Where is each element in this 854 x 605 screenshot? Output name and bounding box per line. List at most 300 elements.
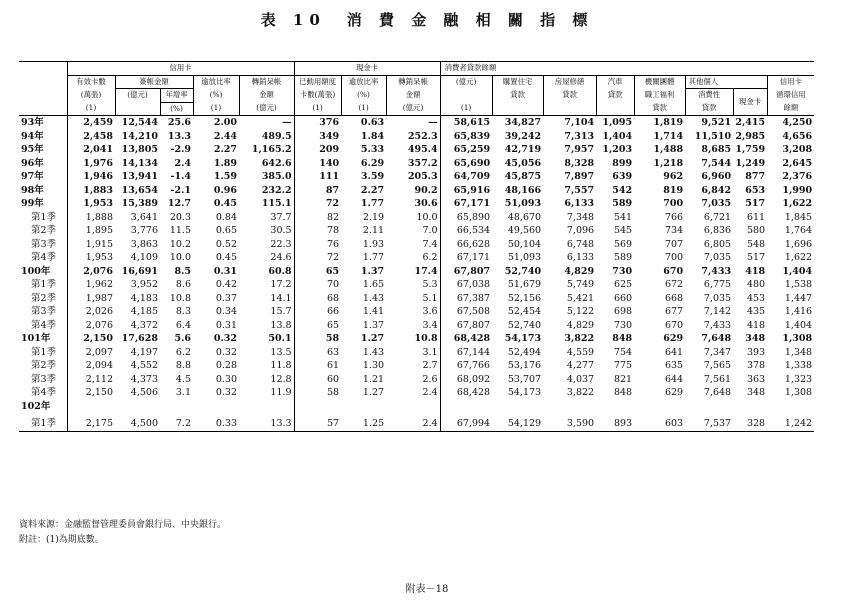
cell-c5: 642.6 (261, 157, 292, 169)
row-label: 第3季 (31, 373, 57, 385)
cell-c5: 60.8 (268, 265, 292, 277)
cell-c16: 1,696 (784, 238, 813, 250)
cell-c2: 4,500 (115, 417, 160, 431)
cell-c3: -2.1 (170, 184, 191, 196)
cell-c16: 1,622 (784, 252, 813, 263)
cell-c2 (115, 400, 160, 414)
row-label: 93年 (19, 116, 67, 130)
cell-c4: 0.31 (213, 265, 237, 277)
cell-c9: 67,807 (440, 265, 492, 279)
cell-c16: 1,538 (784, 279, 813, 290)
header-c13: 機關團體 (634, 75, 685, 89)
row-label: 101年 (21, 333, 51, 344)
row-label: 第4季 (31, 319, 57, 331)
cell-c12: 893 (596, 417, 634, 431)
cell-c8: 3.6 (422, 306, 438, 317)
cell-c3: 2.4 (174, 157, 191, 169)
cell-c3: 10.2 (169, 238, 191, 250)
cell-c5: 232.2 (261, 184, 292, 196)
header-c8-unit: (億元) (386, 102, 440, 116)
cell-c16: 3,208 (782, 144, 813, 155)
cell-c15: 1,249 (735, 157, 766, 169)
header-c10: 購置住宅 (492, 75, 543, 89)
cell-c9: 67,038 (440, 278, 492, 292)
cell-c7: 1.37 (362, 319, 385, 331)
cell-c15: 348 (745, 333, 766, 344)
cell-c8: 205.3 (407, 171, 438, 182)
cell-c13: 1,488 (653, 144, 684, 155)
header-c15: 現金卡 (733, 89, 767, 116)
cell-c11: 7,557 (564, 184, 595, 196)
cell-c3: 10.0 (169, 252, 191, 263)
cell-c15: 653 (745, 184, 766, 196)
cell-c15: 348 (746, 387, 766, 398)
cell-c11: 3,822 (566, 387, 595, 398)
cell-c5: 11.9 (270, 387, 292, 398)
cell-c7: 3.59 (360, 171, 385, 182)
cell-c2: 4,506 (130, 387, 158, 398)
cell-c12: 730 (613, 319, 633, 331)
cell-c1: 1,946 (67, 170, 115, 184)
cell-c1: 1,915 (67, 238, 115, 252)
cell-c2: 4,183 (130, 292, 158, 304)
cell-c14: 11,510 (694, 130, 732, 142)
cell-c4: 0.32 (215, 387, 237, 398)
cell-c7: 2.27 (360, 184, 385, 196)
table-row (19, 278, 814, 292)
cell-c16: 1,404 (782, 265, 813, 277)
header-c16-c: 餘額 (767, 102, 814, 116)
cell-c8: 5.1 (422, 292, 438, 304)
header-c6-b: 卡數(萬張) (294, 89, 341, 103)
table-row (19, 197, 814, 211)
cell-c5: — (239, 116, 294, 130)
cell-c9: 58,615 (440, 116, 492, 130)
cell-c9 (440, 400, 492, 414)
table-row (19, 305, 814, 319)
cell-c16: 1,447 (784, 292, 813, 304)
cell-c2: 4,373 (130, 373, 158, 385)
table-row (19, 292, 814, 306)
row-label: 第4季 (31, 387, 57, 398)
cell-c16: 4,250 (767, 116, 814, 130)
cell-c8: 10.8 (414, 333, 438, 344)
group-cash-card: 現金卡 (294, 62, 440, 76)
cell-c1: 1,953 (67, 251, 115, 265)
cell-c14: 7,537 (685, 417, 733, 431)
cell-c3 (160, 400, 193, 414)
cell-c8: 2.4 (422, 387, 438, 398)
cell-c12: 625 (613, 279, 633, 290)
cell-c8: 6.2 (422, 252, 438, 263)
cell-c8: 30.6 (414, 198, 438, 209)
cell-c15: 480 (746, 279, 766, 290)
cell-c15: 2,985 (735, 130, 766, 142)
cell-c13: 1,714 (653, 130, 684, 142)
cell-c12: 730 (612, 265, 633, 277)
cell-c10: 51,679 (507, 279, 542, 290)
cell-c11: 3,590 (543, 417, 596, 431)
cell-c1: 2,094 (67, 359, 115, 373)
cell-c5: 13.8 (270, 319, 292, 331)
cell-c11: 6,133 (564, 198, 595, 209)
cell-c12: 541 (613, 211, 633, 223)
cell-c3: 8.6 (175, 279, 191, 290)
header-c14-b: 消費性 (685, 89, 733, 103)
header-c3-growth: 年增率 (160, 89, 193, 103)
cell-c13: 672 (664, 279, 684, 290)
header-c6-note: (1) (294, 102, 341, 116)
cell-c15 (733, 400, 767, 414)
cell-c11: 6,133 (566, 252, 595, 263)
cell-c16: 1,990 (782, 184, 813, 196)
cell-c8: 495.4 (407, 144, 438, 155)
cell-c3: -1.4 (170, 171, 191, 182)
cell-c10: 52,740 (507, 319, 542, 331)
cell-c4: 0.45 (213, 198, 237, 209)
cell-c7: 1.41 (362, 306, 385, 317)
cell-c6: 63 (294, 346, 341, 360)
cell-c8: 3.4 (422, 319, 438, 331)
cell-c14 (685, 400, 733, 414)
cell-c1: 2,026 (67, 305, 115, 319)
cell-c10: 45,875 (504, 171, 542, 182)
cell-c3: 25.6 (160, 116, 193, 130)
cell-c2: 3,863 (130, 238, 158, 250)
cell-c6: 140 (294, 157, 341, 171)
cell-c2: 4,552 (130, 360, 158, 371)
cell-c9: 67,144 (440, 346, 492, 360)
cell-c13: 629 (664, 387, 684, 398)
header-c5-b: 金額 (239, 89, 294, 103)
header-c4-unit: (%) (193, 89, 239, 103)
cell-c4: 0.33 (193, 417, 239, 431)
cell-c15: 517 (745, 198, 766, 209)
cell-c8: 252.3 (407, 130, 438, 142)
cell-c15: 453 (746, 292, 766, 304)
label-header-cell (19, 62, 67, 116)
header-c3-unit: (%) (160, 102, 193, 116)
cell-c14: 7,035 (701, 198, 732, 209)
header-c11-b: 貸款 (543, 89, 596, 103)
cell-c1: 2,076 (67, 265, 115, 279)
page-footer: 附表－18 (405, 584, 449, 595)
cell-c6: 58 (294, 386, 341, 400)
cell-c9: 68,092 (440, 373, 492, 387)
cell-c15: 393 (746, 346, 766, 358)
cell-c1: 2,112 (67, 373, 115, 387)
cell-c12: 848 (612, 333, 633, 344)
cell-c3: 6.4 (175, 319, 191, 331)
cell-c16: 1,323 (784, 373, 813, 385)
cell-c7: 1.84 (360, 130, 385, 142)
cell-c14: 6,775 (703, 279, 732, 290)
cell-c13: 644 (664, 373, 684, 385)
cell-c2: 4,109 (130, 252, 158, 263)
table-row (19, 251, 814, 265)
header-c5-unit: (億元) (239, 102, 294, 116)
cell-c5: 385.0 (261, 171, 292, 182)
cell-c10: 39,242 (504, 130, 542, 142)
cell-c9: 65,916 (440, 184, 492, 198)
cell-c6: 61 (294, 359, 341, 373)
cell-c11: 8,328 (564, 157, 595, 169)
cell-c15: 328 (733, 417, 767, 431)
cell-c10: 54,173 (504, 333, 542, 344)
cell-c9: 65,839 (440, 130, 492, 144)
row-label: 98年 (21, 184, 44, 196)
cell-c15: 1,759 (735, 144, 766, 155)
cell-c14: 7,648 (703, 387, 732, 398)
cell-c8: 7.0 (422, 225, 438, 236)
cell-c14: 7,035 (703, 252, 732, 263)
table-row (19, 238, 814, 252)
row-label: 第4季 (31, 252, 57, 263)
table-row (19, 184, 814, 198)
cell-c14: 7,561 (703, 373, 732, 385)
cell-c9: 67,171 (440, 251, 492, 265)
cell-c4: 2.00 (193, 116, 239, 130)
cell-c5: 37.7 (270, 211, 292, 223)
cell-c5: 17.2 (270, 279, 292, 290)
cell-c10: 52,740 (504, 265, 542, 277)
cell-c14: 7,035 (703, 292, 732, 304)
row-label: 第2季 (31, 225, 57, 236)
cell-c10: 53,176 (507, 360, 542, 371)
cell-c16: 1,308 (784, 387, 813, 398)
cell-c7: 1.65 (362, 279, 385, 290)
cell-c11: 5,749 (566, 279, 595, 290)
cell-c7: 1.77 (360, 198, 385, 209)
cell-c6: 349 (294, 130, 341, 144)
cell-c8: 357.2 (407, 157, 438, 169)
table-header (19, 62, 814, 116)
cell-c2: 4,372 (130, 319, 158, 331)
cell-c12: 589 (612, 198, 633, 209)
cell-c13: 819 (663, 184, 684, 196)
cell-c11: 3,822 (564, 333, 595, 344)
cell-c11: 7,897 (564, 171, 595, 182)
cell-c12: 848 (613, 387, 633, 398)
cell-c13: 700 (663, 198, 684, 209)
cell-c13: 734 (664, 225, 684, 236)
row-label: 99年 (21, 198, 44, 209)
cell-c12: 660 (613, 292, 633, 304)
cell-c6: 72 (294, 251, 341, 265)
header-c2: 簽帳金額 (115, 75, 193, 89)
cell-c13: 1,218 (653, 157, 684, 169)
cell-c4: 0.37 (215, 292, 237, 304)
cell-c10: 51,093 (504, 198, 542, 209)
cell-c8: 17.4 (414, 265, 438, 277)
cell-c15: 611 (746, 211, 766, 223)
header-c13-b: 職工福利 (634, 89, 685, 103)
table-row (19, 211, 814, 225)
cell-c4: 0.52 (215, 238, 237, 250)
header-c13-c: 貸款 (634, 102, 685, 116)
cell-c11: 7,104 (543, 116, 596, 130)
cell-c14: 7,433 (701, 265, 732, 277)
cell-c13: 1,819 (634, 116, 685, 130)
cell-c14: 9,521 (685, 116, 733, 130)
cell-c6: 78 (294, 224, 341, 238)
cell-c3: 4.5 (175, 373, 191, 385)
cell-c1: 1,962 (67, 278, 115, 292)
cell-c9: 67,387 (440, 292, 492, 306)
cell-c7: 2.19 (362, 211, 385, 223)
cell-c3: -2.9 (170, 144, 191, 155)
header-c9-note: (1) (440, 102, 492, 116)
cell-c1: 1,895 (67, 224, 115, 238)
cell-c15: 517 (746, 252, 766, 263)
cell-c14: 7,142 (703, 306, 732, 317)
cell-c8: — (386, 116, 440, 130)
header-c10-b: 貸款 (492, 89, 543, 103)
cell-c5: 14.1 (270, 292, 292, 304)
cell-c11: 7,096 (566, 225, 595, 236)
cell-c9: 67,807 (440, 319, 492, 333)
row-label: 第1季 (19, 417, 67, 431)
cell-c8: 2.6 (422, 373, 438, 385)
cell-c9: 65,890 (440, 211, 492, 225)
group-other-personal: 其他個人 (685, 75, 767, 89)
cell-c4: 0.34 (215, 306, 237, 317)
cell-c4: 2.27 (213, 144, 237, 155)
cell-c14: 6,805 (703, 238, 732, 250)
header-c7-unit: (%) (341, 89, 386, 103)
row-label: 94年 (21, 130, 44, 142)
header-c16-b: 循環信用 (767, 89, 814, 103)
cell-c12: 775 (613, 360, 633, 371)
cell-c13 (634, 400, 685, 414)
cell-c13: 641 (664, 346, 684, 358)
cell-c6: 209 (294, 143, 341, 157)
table-row (19, 359, 814, 373)
header-c5: 轉銷呆帳 (239, 75, 294, 89)
cell-c11: 4,829 (564, 265, 595, 277)
header-c4: 逾放比率 (193, 75, 239, 89)
cell-c6: 72 (294, 197, 341, 211)
cell-c2: 15,389 (121, 198, 158, 209)
row-label: 第1季 (31, 279, 57, 290)
cell-c8: 10.0 (416, 211, 438, 223)
group-credit-card: 信用卡 (67, 62, 294, 76)
cell-c3: 11.5 (169, 225, 191, 236)
header-c1-note: (1) (67, 102, 115, 116)
cell-c8: 3.1 (422, 346, 438, 358)
cell-c5: 12.8 (270, 373, 292, 385)
header-c2-unit: (億元) (115, 89, 160, 103)
cell-c10: 42,719 (504, 144, 542, 155)
source-note: 資料來源：金融監督管理委員會銀行局、中央銀行。 (19, 520, 227, 530)
cell-c5: 11.8 (270, 360, 292, 371)
cell-c1: 1,987 (67, 292, 115, 306)
cell-c5: 24.6 (270, 252, 292, 263)
cell-c11: 4,277 (566, 360, 595, 371)
cell-c13: 670 (663, 265, 684, 277)
table-row (19, 157, 814, 171)
table-row (19, 116, 814, 130)
cell-c6: 82 (294, 211, 341, 225)
cell-c10: 48,670 (507, 211, 542, 223)
cell-c5: 115.1 (261, 198, 292, 209)
cell-c14: 8,685 (701, 144, 732, 155)
cell-c12: 639 (612, 171, 633, 182)
header-c11: 房屋修繕 (543, 75, 596, 89)
cell-c4: 2.44 (213, 130, 237, 142)
table-row (19, 386, 814, 400)
cell-c8: 2.4 (386, 417, 440, 431)
cell-c14: 6,960 (701, 171, 732, 182)
cell-c15: 435 (746, 306, 766, 317)
cell-c11: 7,348 (566, 211, 595, 223)
cell-c10: 54,129 (492, 417, 543, 431)
header-c14-c: 貸款 (685, 102, 733, 116)
cell-c15: 877 (745, 171, 766, 182)
cell-c6: 57 (294, 417, 341, 431)
cell-c9: 67,508 (440, 305, 492, 319)
row-label: 第1季 (31, 346, 57, 358)
cell-c7: 1.43 (362, 346, 385, 358)
header-c1-unit: (萬張) (67, 89, 115, 103)
cell-c14: 7,565 (703, 360, 732, 371)
cell-c3: 5.6 (174, 333, 191, 344)
cell-c12: 821 (613, 373, 633, 385)
cell-c11: 5,122 (566, 306, 595, 317)
cell-c12: 899 (612, 157, 633, 169)
cell-c2: 13,654 (121, 184, 158, 196)
cell-c16: 1,348 (784, 346, 813, 358)
cell-c1: 2,041 (67, 143, 115, 157)
cell-c14: 7,648 (701, 333, 732, 344)
row-label: 100年 (21, 265, 51, 277)
cell-c1: 2,175 (67, 417, 115, 431)
cell-c10: 51,093 (507, 252, 542, 263)
cell-c16: 1,338 (784, 360, 813, 371)
header-c12-b: 貸款 (596, 89, 634, 103)
row-label: 第3季 (31, 238, 57, 250)
row-label: 102年 (21, 400, 51, 412)
header-c12: 汽車 (596, 75, 634, 89)
cell-c12: 698 (613, 306, 633, 317)
cell-c16: 1,416 (784, 306, 813, 317)
cell-c5: 13.3 (239, 417, 294, 431)
cell-c9: 68,428 (440, 386, 492, 400)
table-row (19, 265, 814, 279)
cell-c4: 0.31 (215, 319, 237, 331)
header-c6: 已動用額度 (294, 75, 341, 89)
cell-c14: 7,544 (701, 157, 732, 169)
cell-c1: 1,976 (67, 157, 115, 171)
cell-c4: 0.45 (215, 252, 237, 263)
cell-c7: 1.93 (362, 238, 385, 250)
cell-c12: 1,203 (602, 144, 633, 155)
table-row (19, 332, 814, 346)
cell-c10: 52,156 (507, 292, 542, 304)
cell-c15: 580 (746, 225, 766, 236)
cell-c5: 22.3 (270, 238, 292, 250)
cell-c14: 7,433 (703, 319, 732, 331)
cell-c12: 754 (613, 346, 633, 358)
cell-c6 (294, 400, 341, 414)
cell-c14: 6,842 (701, 184, 732, 196)
cell-c13: 670 (664, 319, 684, 331)
cell-c5: 1,165.2 (251, 144, 292, 155)
cell-c13: 635 (664, 360, 684, 371)
cell-c6: 60 (294, 373, 341, 387)
cell-c3: 8.8 (175, 360, 191, 371)
cell-c10: 53,707 (507, 373, 542, 385)
